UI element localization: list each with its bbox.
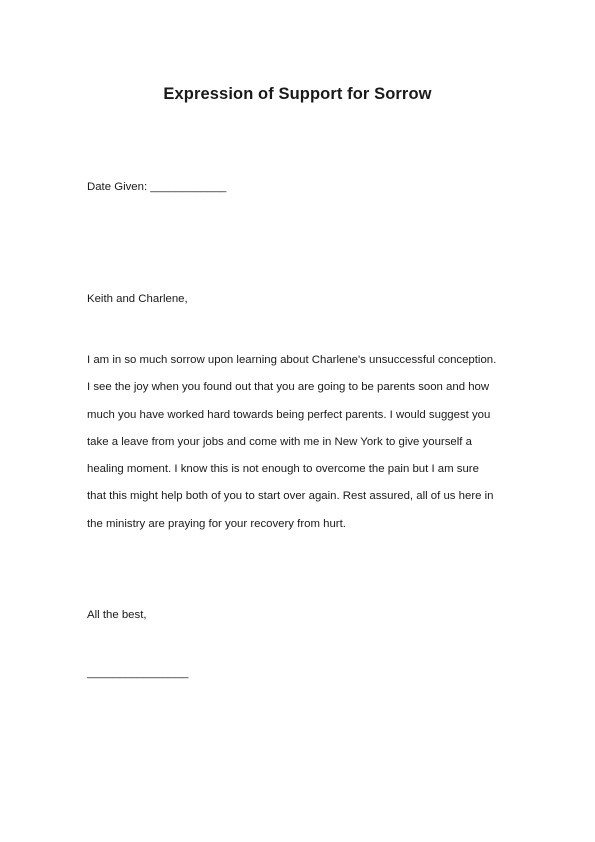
body-line: the ministry are praying for your recovery from hurt. <box>87 517 346 530</box>
body-line: I see the joy when you found out that you are going to be parents soon and how <box>87 381 490 394</box>
body-line: take a leave from your jobs and come with me in New York to give yourself a <box>87 435 472 448</box>
closing: All the best, <box>87 609 147 621</box>
body-line: that this might help both of you to start over again. Rest assured, all of us here in <box>87 490 494 503</box>
salutation: Keith and Charlene, <box>87 293 188 305</box>
document-title: Expression of Support for Sorrow <box>163 85 432 103</box>
letter-body <box>87 347 496 538</box>
body-line: much you have worked hard towards being perfect parents. I would suggest you <box>87 408 491 421</box>
signature-line: ________________ <box>87 667 189 679</box>
body-line: I am in so much sorrow upon learning about Charlene's unsuccessful conception. <box>87 354 497 366</box>
date-line: Date Given: ____________ <box>87 181 227 193</box>
body-line: healing moment. I know this is not enough to overcome the pain but I am sure <box>87 463 479 476</box>
